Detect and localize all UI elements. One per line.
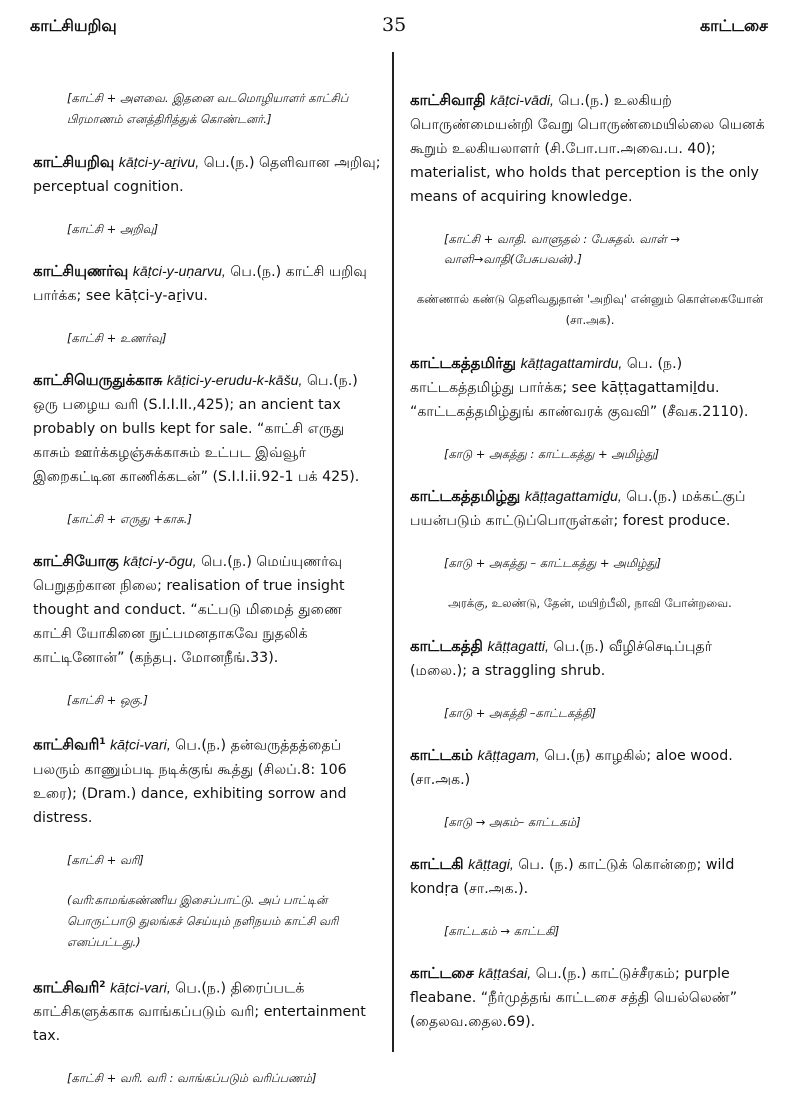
editorial-note: (வரி:காமங்கண்ணிய இசைப்பாட்டு. அப் பாட்டின் பொருட்பாடு துலங்கச் செய்யும் நளிநயம் காட்சி வரி எனப்பட்டது.) (67, 892, 339, 949)
headword: காட்சியெருதுக்காசு (33, 371, 163, 389)
headword: காட்டகி (410, 855, 464, 873)
headword: காட்சியுணர்வு (33, 262, 129, 280)
definition: பெ.(ந.) உலகியற் பொருண்மையன்றி வேறு பொருண்மையில்லை யெனக் கூறும் உலகியலாளர் (சி.போ.பா.அவை.ப. 40); materialist, who holds that perception is the only means of acquiring knowledge. (410, 93, 765, 205)
etymology-note: [காட்சி + வாதி. வாளுதல் : பேசுதல். வாள் → வாளி→வாதி(பேசுபவன்).] (444, 232, 681, 266)
running-head-right: காட்டசை (699, 16, 768, 35)
dictionary-entry (33, 730, 385, 830)
etymology-note: [காடு → அகம்– காட்டகம்] (444, 815, 581, 829)
etymology-note: [காட்சி + வரி] (67, 852, 144, 867)
dictionary-entry (410, 852, 770, 901)
headword: காட்சியோகு (33, 552, 119, 570)
definition: பெ.(ந) காழகில்; aloe wood. (சா.அக.) (410, 748, 733, 788)
headword: காட்டகம் (410, 746, 473, 764)
etymology-note: [காடு + அகத்தி –காட்டகத்தி] (444, 706, 596, 720)
etymology-note: [காட்டகம் → காட்டகி] (444, 924, 560, 938)
etymology-note: [காட்சி + எருது +காசு.] (67, 512, 192, 526)
running-head-left: காட்சியறிவு (30, 16, 117, 35)
definition: பெ.(ந.) தன்வருத்தத்தைப் பலரும் காணும்படி நடிக்குங் கூத்து (சிலப்.8: 106 உரை); (Dram.) dance, exhibiting sorrow and distress. (33, 737, 347, 826)
transliteration: kāṭci-y-aṟivu, (118, 155, 200, 171)
transliteration: kāṭṭagattamirdu, (520, 356, 623, 372)
column-divider (392, 52, 394, 1052)
etymology-note: [காடு + அகத்து : காட்டகத்து + அமிழ்து] (444, 447, 660, 461)
sense-number: 2 (99, 979, 106, 990)
right-column (410, 88, 770, 1054)
definition: பெ.(ந.) காட்டுச்சீரகம்; purple fleabane. “நீர்முத்தங் காட்டசை சத்தி யெல்லெண்” (தைலவ.தைல.69). (410, 966, 738, 1030)
transliteration: kāṭṭagattamiḏu, (524, 489, 622, 505)
dictionary-entry (33, 549, 385, 670)
definition: பெ.(ந.) காட்சி யறிவு பார்க்க; see kāṭci-y-aṟivu. (33, 264, 367, 304)
definition: பெ.(ந.) மக்கட்குப் பயன்படும் காட்டுப்பொருள்கள்; forest produce. (410, 489, 746, 529)
definition: பெ. (ந.) காட்டகத்தமிழ்து பார்க்க; see kāṭṭagattamiḻdu. “காட்டகத்தமிழ்துங் காண்வரக் குவவி” (சீவக.2110). (410, 356, 749, 420)
headword: காட்டகத்தி (410, 637, 483, 655)
etymology-note: [காட்சி + ஒகு.] (67, 693, 148, 707)
definition: பெ.(ந.) வீழிச்செடிப்புதர் (மலை.); a straggling shrub. (410, 639, 713, 679)
dictionary-entry (33, 259, 385, 308)
transliteration: kāṭci-vādi, (490, 93, 554, 109)
transliteration: kāṭci-vari, (110, 737, 171, 754)
definition: பெ. (ந.) காட்டுக் கொன்றை; wild kondṛa (சா.அக.). (410, 857, 735, 897)
headword: காட்டகத்தமிர்து (410, 354, 517, 372)
editorial-note: [காட்சி + அளவை. இதனை வடமொழியாளர் காட்சிப் பிரமாணம் எனத்திரித்துக் கொண்டனர்.] (67, 91, 349, 126)
headword: காட்சிவரி (33, 735, 100, 754)
dictionary-entry (410, 484, 770, 533)
usage-note: அரக்கு, உலண்டு, தேன், மயிற்பீலி, நாவி போன்றவை. (448, 596, 732, 610)
transliteration: kāṭci-vari, (110, 980, 171, 997)
etymology-note: [காடு + அகத்து – காட்டகத்து + அமிழ்து] (444, 556, 661, 570)
headword: காட்சிவாதி (410, 91, 486, 109)
dictionary-entry (410, 961, 770, 1034)
dictionary-entry (410, 88, 770, 209)
transliteration: kāṭci-y-ōgu, (123, 554, 197, 570)
headword: காட்டசை (410, 964, 474, 982)
headword: காட்டகத்தமிழ்து (410, 487, 521, 505)
definition: பெ.(ந.) ஒரு பழைய வரி (S.I.I.II.,425); an ancient tax probably on bulls kept for sale. “காட்சி எருது காசும் ஊர்க்கழஞ்சுக்காசும் உட்பட இவ்வூர் இறைகட்டின காணிக்கடன்” (S.I.I.ii.92-1 பக் 425). (33, 373, 360, 485)
dictionary-entry (33, 368, 385, 489)
page-number: 35 (382, 14, 407, 36)
sense-number: 1 (99, 737, 106, 747)
definition: பெ.(ந.) மெய்யுணர்வு பெறுதற்கான நிலை; realisation of true insight thought and conduct. “கட்படு மிமைத் துணை காட்சி யோகினை நுட்பமனதாகவே நுதலிக் காட்டினோன்” (கந்தபு. மோனநீங்.33). (33, 554, 345, 666)
headword: காட்சியறிவு (33, 153, 115, 171)
transliteration: kāṭṭaśai, (478, 966, 532, 982)
dictionary-entry (410, 743, 770, 792)
etymology-note: [காட்சி + உணர்வு] (67, 331, 167, 345)
transliteration: kāṭci-y-uṇarvu, (132, 264, 226, 280)
transliteration: kāṭṭagi, (468, 857, 514, 873)
dictionary-entry (410, 634, 770, 683)
definition: பெ.(ந.) தெளிவான அறிவு; perceptual cognition. (33, 155, 381, 195)
dictionary-entry (33, 150, 385, 199)
usage-note: கண்ணால் கண்டு தெளிவதுதான் 'அறிவு' என்னும் கொள்கையோன் (சா.அக). (416, 292, 764, 327)
left-column (33, 88, 385, 1108)
definition: பெ.(ந.) திரைப்படக் காட்சிகளுக்காக வாங்கப்படும் வரி; entertainment tax. (33, 980, 366, 1045)
etymology-note: [காட்சி + வரி. வரி : வாங்கப்படும் வரிப்பணம்] (67, 1071, 317, 1086)
dictionary-entry (33, 973, 385, 1049)
dictionary-entry (410, 351, 770, 424)
headword: காட்சிவரி (33, 978, 100, 997)
transliteration: kāṭici-y-erudu-k-kāšu, (166, 373, 303, 389)
etymology-note: [காட்சி + அறிவு] (67, 222, 159, 236)
transliteration: kāṭṭagatti, (487, 639, 550, 655)
transliteration: kāṭṭagam, (477, 748, 540, 764)
